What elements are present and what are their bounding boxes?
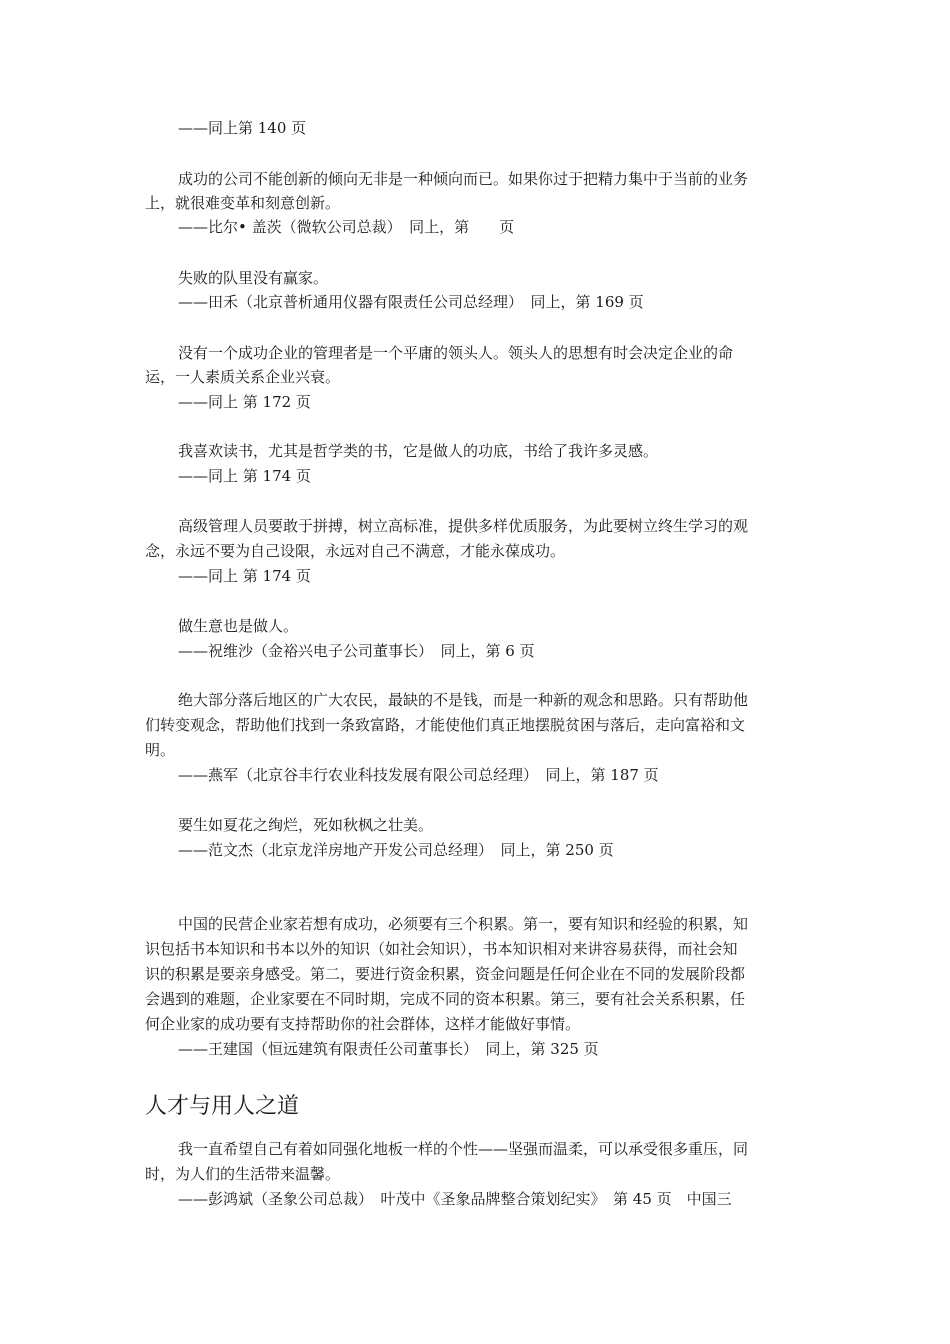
quote-line: 时，为人们的生活带来温馨。 — [145, 1165, 341, 1183]
attribution-line: ——范文杰（北京龙洋房地产开发公司总经理） 同上，第 250 页 — [178, 841, 614, 859]
quote-line: 们转变观念，帮助他们找到一条致富路，才能使他们真正地摆脱贫困与落后，走向富裕和文 — [145, 716, 746, 734]
attribution-line: ——祝维沙（金裕兴电子公司董事长） 同上，第 6 页 — [178, 642, 535, 660]
quote-line: 识包括书本知识和书本以外的知识（如社会知识），书本知识相对来讲容易获得，而社会知 — [145, 940, 738, 958]
quote-line: 我一直希望自己有着如同强化地板一样的个性——坚强而温柔，可以承受很多重压，同 — [178, 1140, 749, 1158]
quote-line: 识的积累是要亲身感受。第二，要进行资金积累，资金问题是任何企业在不同的发展阶段都 — [145, 965, 746, 983]
attribution-line: ——同上 第 174 页 — [178, 567, 311, 585]
quote-line: 运，一人素质关系企业兴衰。 — [145, 368, 341, 386]
quote-line: 做生意也是做人。 — [178, 617, 299, 635]
attribution-line: ——同上 第 174 页 — [178, 467, 311, 485]
quote-line: 明。 — [145, 741, 176, 759]
quote-line: 上，就很难变革和刻意创新。 — [145, 194, 341, 212]
attribution-line: ——彭鸿斌（圣象公司总裁） 叶茂中《圣象品牌整合策划纪实》 第 45 页 中国三 — [178, 1190, 732, 1208]
quote-line: 中国的民营企业家若想有成功，必须要有三个积累。第一，要有知识和经验的积累，知 — [178, 915, 749, 933]
attribution-line: ——王建国（恒远建筑有限责任公司董事长） 同上，第 325 页 — [178, 1040, 599, 1058]
quote-line: 成功的公司不能创新的倾向无非是一种倾向而已。如果你过于把精力集中于当前的业务 — [178, 170, 749, 188]
attribution-line: ——田禾（北京普析通用仪器有限责任公司总经理） 同上，第 169 页 — [178, 293, 644, 311]
quote-line: 失败的队里没有赢家。 — [178, 269, 329, 287]
quote-line: 没有一个成功企业的管理者是一个平庸的领头人。领头人的思想有时会决定企业的命 — [178, 344, 734, 362]
attribution-line: ——比尔• 盖茨（微软公司总裁） 同上，第 页 — [178, 218, 515, 236]
attribution-line: ——同上第 140 页 — [178, 119, 307, 137]
attribution-line: ——同上 第 172 页 — [178, 393, 311, 411]
quote-line: 何企业家的成功要有支持帮助你的社会群体，这样才能做好事情。 — [145, 1015, 581, 1033]
attribution-line: ——燕军（北京谷丰行农业科技发展有限公司总经理） 同上，第 187 页 — [178, 766, 659, 784]
quote-line: 念，永远不要为自己设限，永远对自己不满意，才能永葆成功。 — [145, 542, 566, 560]
quote-line: 会遇到的难题，企业家要在不同时期，完成不同的资本积累。第三，要有社会关系积累，任 — [145, 990, 746, 1008]
quote-line: 绝大部分落后地区的广大农民，最缺的不是钱，而是一种新的观念和思路。只有帮助他 — [178, 691, 749, 709]
section-heading: 人才与用人之道 — [145, 1094, 300, 1119]
quote-line: 高级管理人员要敢于拼搏，树立高标准，提供多样优质服务，为此要树立终生学习的观 — [178, 517, 749, 535]
quote-line: 要生如夏花之绚烂，死如秋枫之壮美。 — [178, 816, 434, 834]
quote-line: 我喜欢读书，尤其是哲学类的书，它是做人的功底，书给了我许多灵感。 — [178, 442, 659, 460]
